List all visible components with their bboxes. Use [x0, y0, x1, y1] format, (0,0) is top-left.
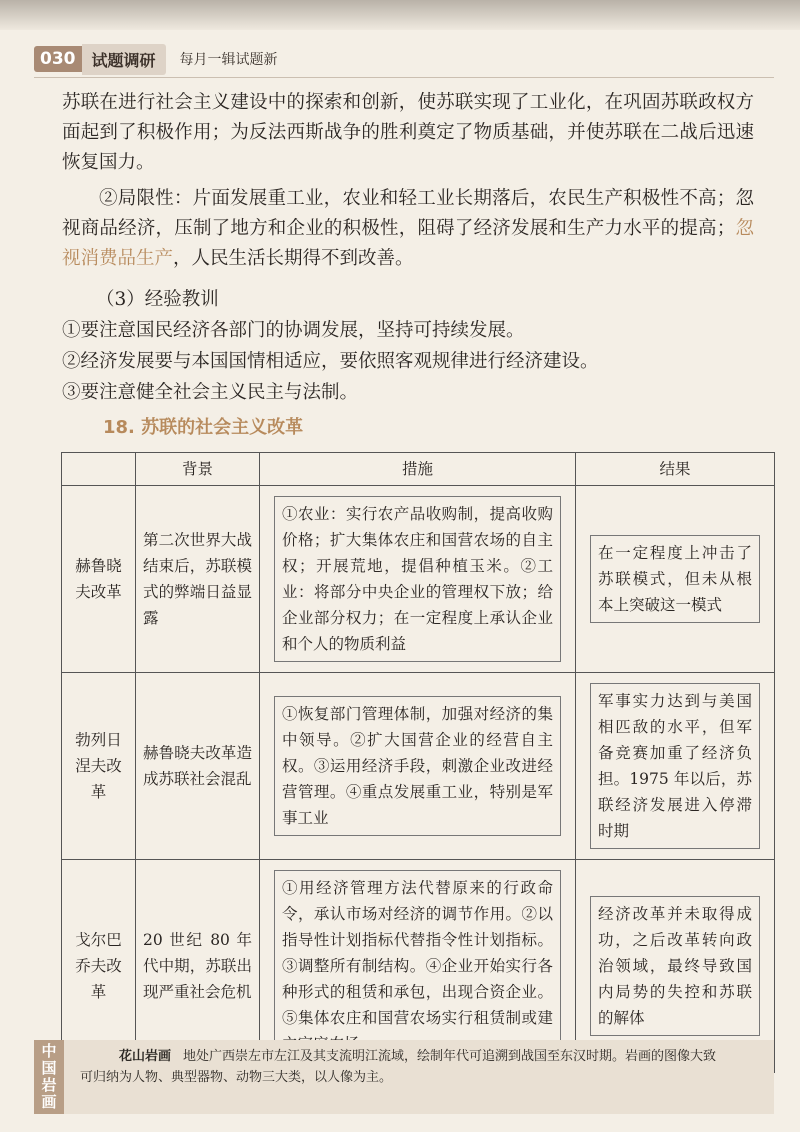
header-divider [34, 77, 774, 78]
reform-table [61, 452, 775, 1073]
header-subtitle: 每月一辑试题新 [179, 52, 278, 68]
lessons-heading: （3）经验教训 [96, 289, 219, 310]
reform-name: 勃列日涅夫改革 [62, 673, 136, 860]
reform-result: 经济改革并未取得成功，之后改革转向政治领域，最终导致国内局势的失控和苏联的解体 [590, 896, 760, 1036]
footer-caption [80, 1046, 720, 1088]
section-18-heading: 18. 苏联的社会主义改革 [103, 417, 304, 438]
table-header-blank [62, 453, 136, 486]
page-top-shadow [0, 0, 800, 30]
table-row [62, 486, 775, 673]
table-row [62, 673, 775, 860]
footer-title: 花山岩画 [119, 1049, 172, 1064]
footer-description: 地处广西崇左市左江及其支流明江流域，绘制年代可追溯到战国至东汉时期。岩画的图像大致可归纳为人物、典型器物、动物三大类，以人像为主。 [80, 1049, 717, 1085]
reform-measures-cell [260, 486, 576, 673]
paragraph-achievements: 苏联在进行社会主义建设中的探索和创新，使苏联实现了工业化，在巩固苏联政权方面起到了积极作用；为反法西斯战争的胜利奠定了物质基础，并使苏联在二战后迅速恢复国力。 [62, 92, 754, 173]
reform-background: 赫鲁晓夫改革造成苏联社会混乱 [136, 673, 260, 860]
limitations-text: ②局限性：片面发展重工业，农业和轻工业长期落后，农民生产积极性不高；忽视商品经济，压制了地方和企业的积极性，阻碍了经济发展和生产力水平的提高； [62, 188, 754, 239]
reform-measures: ①恢复部门管理体制，加强对经济的集中领导。②扩大国营企业的经营自主权。③运用经济手段，刺激企业改进经营管理。④重点发展重工业，特别是军事工业 [274, 696, 561, 836]
limitations-end: ，人民生活长期得不到改善。 [173, 248, 414, 269]
reform-measures-cell [260, 673, 576, 860]
reform-result: 军事实力达到与美国相匹敌的水平，但军备竞赛加重了经济负担。1975 年以后，苏联经济发展进入停滞时期 [590, 683, 760, 849]
section-tag: 试题调研 [82, 44, 166, 75]
page-header [34, 44, 278, 74]
reform-result-cell [576, 673, 775, 860]
lesson-item: ②经济发展要与本国国情相适应，要依照客观规律进行经济建设。 [62, 351, 599, 372]
page-number: 030 [34, 46, 82, 72]
footer-side-tab [34, 1040, 64, 1114]
table-header-measures: 措施 [260, 453, 576, 486]
reform-background: 20 世纪 80 年代中期，苏联出现严重社会危机 [136, 860, 260, 1073]
lessons-block [62, 284, 599, 408]
reform-result-cell [576, 486, 775, 673]
reform-measures: ①用经济管理方法代替原来的行政命令，承认市场对经济的调节作用。②以指导性计划指标代替指令性计划指标。③调整所有制结构。④企业开始实行各种形式的租赁和承包，出现合资企业。⑤集体农庄和国营农场实行租赁制或建 [274, 870, 561, 1062]
reform-measures: ①农业：实行农产品收购制，提高收购价格；扩大集体农庄和国营农场的自主权；开展荒地，提倡种植玉米。②工业：将部分中央企业的管理权下放；给企业部分权力；在一定程度上承认企业和个人的物质利益 [274, 496, 561, 662]
reform-name: 赫鲁晓夫改革 [62, 486, 136, 673]
table-header-row [62, 453, 775, 486]
table-header-result: 结果 [576, 453, 775, 486]
limitations-highlight: 忽视消费品生产 [62, 218, 754, 269]
lesson-item: ①要注意国民经济各部门的协调发展，坚持可持续发展。 [62, 320, 525, 341]
reform-background: 第二次世界大战结束后，苏联模式的弊端日益显露 [136, 486, 260, 673]
footer-tab-label: 中国岩画 [41, 1042, 57, 1111]
paragraph-limitations [62, 184, 754, 274]
table-header-background: 背景 [136, 453, 260, 486]
reform-result: 在一定程度上冲击了苏联模式，但未从根本上突破这一模式 [590, 535, 760, 623]
reform-name: 戈尔巴乔夫改革 [62, 860, 136, 1073]
lesson-item: ③要注意健全社会主义民主与法制。 [62, 382, 359, 403]
